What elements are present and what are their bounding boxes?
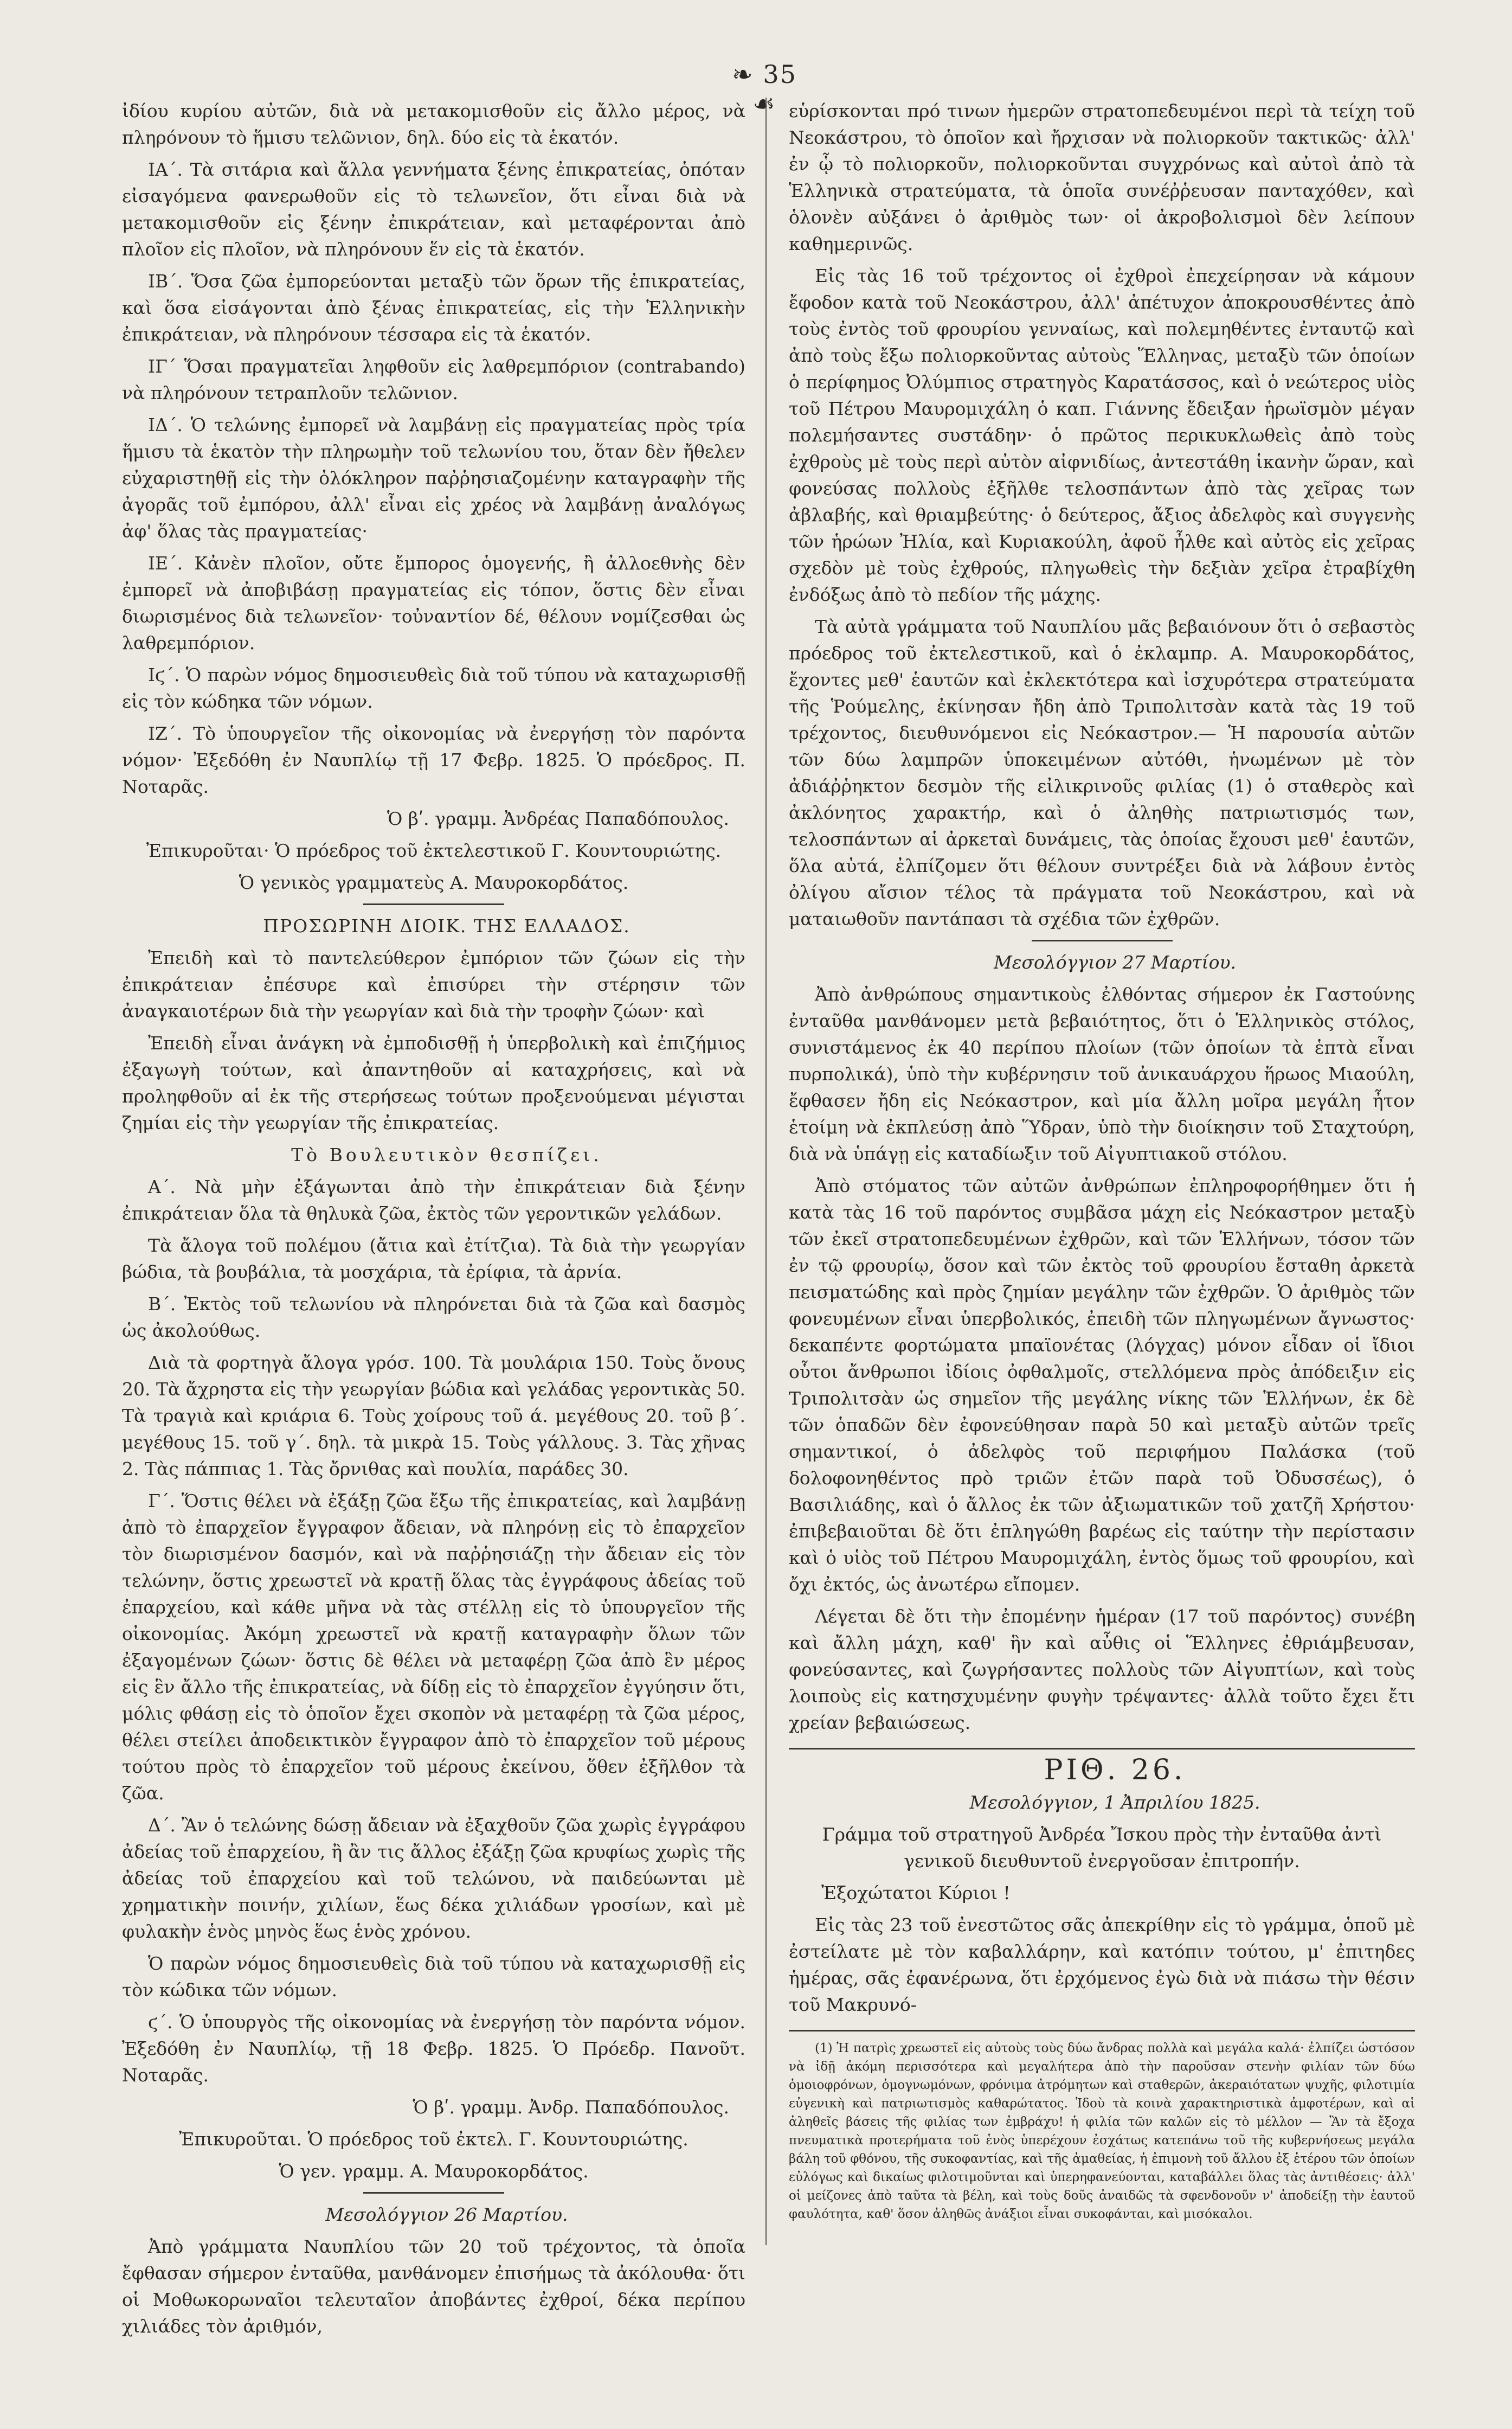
paragraph: ἰδίου κυρίου αὐτῶν, διὰ νὰ μετακομισθοῦν εἰς ἄλλο μέρος, νὰ πληρόνουν τὸ ἥμισυ τελῶνιον, δηλ. δύο εἰς τὰ ἑκατόν. <box>122 100 745 148</box>
right-block-2 <box>789 981 1415 1736</box>
right-column <box>789 98 1415 2229</box>
page-number: ❧ 35 ☙ <box>732 60 797 118</box>
paragraph: ϛ΄. Ὁ ὑπουργὸς τῆς οἰκονομίας νὰ ἐνεργήσῃ τὸν παρόντα νόμον. Ἐξεδόθη ἐν Ναυπλίῳ, τῇ 18 Φεβρ. 1825. Ὁ Πρόεδρ. Πανοῦτ. Νοταρᾶς. <box>122 2011 745 2086</box>
paragraph: Ἀπὸ γράμματα Ναυπλίου τῶν 20 τοῦ τρέχοντος, τὰ ὁποῖα ἔφθασαν σήμερον ἐνταῦθα, μανθάνομεν ἐπισήμως τὰ ἀκόλουθα· ὅτι οἱ Μοθωκορωναῖοι τελευταῖον ἀποβάντες ἐχθροί, δέκα περίπου χιλιάδες τὸν ἀριθμόν, <box>122 2236 745 2337</box>
divider-rule <box>363 903 504 905</box>
paragraph: Εἰς τὰς 23 τοῦ ἐνεστῶτος σᾶς ἀπεκρίθην εἰς τὸ γράμμα, ὁποῦ μὲ ἐστείλατε μὲ τὸν καβαλλάρην, καὶ κατόπιν τούτου, μ' ἐπιτηδες ἡμέρας, σᾶς ἐφανέρωνα, ὅτι ἐρχόμενος ἐγὼ διὰ νὰ πιάσω τὴν θέσιν τοῦ Μακρυνό- <box>789 1914 1415 2015</box>
paragraph: Ὁ γενικὸς γραμματεὺς Α. Μαυροκορδάτος. <box>239 872 629 893</box>
paragraph: Γ΄. Ὅστις θέλει νὰ ἐξάξῃ ζῶα ἔξω τῆς ἐπικρατείας, καὶ λαμβάνῃ ἀπὸ τὸ ἐπαρχεῖον ἔγγραφον ἄδειαν, νὰ πληρόνῃ εἰς τὸ ἐπαρχεῖον τὸν διωρισμένον δασμόν, καὶ νὰ παῤῥησιάζῃ τὴν ἄδειαν εἰς τὸν τελώνην, ὅστις χρεωστεῖ νὰ κρατῇ ὅλας τὰς ἐγγράφους ἀδείας τοῦ ἐπαρχείου, καὶ κάθε μῆνα νὰ τὰς στέλλῃ εἰς τὸ ὑπουργεῖον τῆς οἰκονομίας. Ἀκόμη χρεωστεῖ νὰ κρατῇ καταγραφὴν ὅλων τῶν ἐξαγομένων ζώων· ὅστις δὲ θέλει νὰ μεταφέρῃ ζῶα ἀπὸ ἓν μέρος εἰς ἓν ἄλλο τῆς ἐπικρατείας, νὰ δίδῃ εἰς τὸ ἐπαρχεῖον ἐγγύησιν ὅτι, μόλις φθάσῃ εἰς τὸ ὁποῖον ἔχει σκοπὸν νὰ μεταφέρῃ τὰ ζῶα μέρος, θέλει στείλει ἀποδεικτικὸν ἔγγραφον ἀπὸ τὸ ἐπαρχεῖον τοῦ μέρους τούτου πρὸς τὸ ἐπαρχεῖον τοῦ μέρους ἐκείνου, ὅθεν ἐξῆλθον τὰ ζῶα. <box>122 1490 745 1804</box>
left-block-4 <box>122 2233 745 2340</box>
paragraph: Α΄. Νὰ μὴν ἐξάγωνται ἀπὸ τὴν ἐπικράτειαν διὰ ξένην ἐπικράτειαν ὅλα τὰ θηλυκὰ ζῶα, ἐκτὸς τῶν γεροντικῶν γελάδων. <box>122 1176 745 1224</box>
dateline-2: Μεσολόγγιον, 1 Ἀπριλίου 1825. <box>969 1792 1260 1813</box>
paragraph: Εἰς τὰς 16 τοῦ τρέχοντος οἱ ἐχθροὶ ἐπεχείρησαν νὰ κάμουν ἔφοδον κατὰ τοῦ Νεοκάστρου, ἀλλ' ἀπέτυχον ἀποκρουσθέντες ἀπὸ τοὺς ἐντὸς τοῦ φρουρίου γενναίως, καὶ πολεμηθέντες ἐνταυτῷ καὶ ἀπὸ τοὺς ἔξω πολιορκοῦντας αὐτοὺς Ἕλληνας, μεταξὺ τῶν ὁποίων ὁ περίφημος Ὀλύμπιος στρατηγὸς Καρατάσσος, καὶ ὁ νεώτερος υἱὸς τοῦ Πέτρου Μαυρομιχάλη ὁ καπ. Γιάννης ἔδειξαν ἡρωϊσμὸν μέγαν πολεμήσαντες συστάδην· ὁ πρῶτος περικυκλωθεὶς ἀπὸ τοὺς ἐχθροὺς μὲ τοὺς περὶ αὐτὸν αἰφνιδίως, ἀντεστάθη ἱκανὴν ὥραν, καὶ φονεύσας πολλοὺς ἐξῆλθε τελοσπάντων ἀπὸ τὰς χεῖρας των ἀβλαβής, καὶ θριαμβεύτης· ὁ δεύτερος, ἄξιος ἀδελφὸς καὶ συγγενὴς τῶν ἡρώων Ἠλία, καὶ Κυριακούλη, ἀφοῦ ἦλθε καὶ αὐτὸς εἰς χεῖρας σχεδὸν μὲ τοὺς ἐχθρούς, πληγωθεὶς τὴν δεξιὰν χεῖρα ἐτραβίχθη ἐνδόξως ἀπὸ τὸ πεδίον τῆς μάχης. <box>789 265 1415 605</box>
paragraph: εὑρίσκονται πρό τινων ἡμερῶν στρατοπεδευμένοι περὶ τὰ τείχη τοῦ Νεοκάστρου, τὸ ὁποῖον καὶ ἤρχισαν νὰ πολιορκοῦν τακτικῶς· ἀλλ' ἐν ᾧ τὸ πολιορκοῦν, πολιορκοῦνται συγχρόνως καὶ αὐτοὶ ἀπὸ τὰ Ἑλληνικὰ στρατεύματα, τὰ ὁποῖα συνέῤῥευσαν πανταχόθεν, καὶ ὁλονὲν αὐξάνει ὁ ἀριθμὸς των· οἱ ἀκροβολισμοὶ δὲν λείπουν καθημερινῶς. <box>789 100 1415 254</box>
paragraph: ΙΑ΄. Τὰ σιτάρια καὶ ἄλλα γεννήματα ξένης ἐπικρατείας, ὁπόταν εἰσαγόμενα φανερωθοῦν εἰς τὸ τελωνεῖον, ὅτι εἶναι διὰ νὰ μετακομισθοῦν εἰς ξένην ἐπικράτειαν, καὶ μεταφέρονται ἀπὸ πλοῖον εἰς πλοῖον, νὰ πληρόνουν ἕν εἰς τὰ ἑκατόν. <box>122 159 745 260</box>
salutation: Ἐξοχώτατοι Κύριοι ! <box>821 1882 1011 1904</box>
paragraph: Ἐπειδὴ καὶ τὸ παντελεύθερον ἐμπόριον τῶν ζώων εἰς τὴν ἐπικράτειαν ἐπέσυρε καὶ ἐπισύρει τὴν στέρησιν τῶν ἀναγκαιοτέρων διὰ τὴν γεωργίαν καὶ διὰ τὴν τροφὴν ζώων· καὶ <box>122 947 745 1022</box>
paragraph: ΙΔ΄. Ὁ τελώνης ἐμπορεῖ νὰ λαμβάνῃ εἰς πραγματείας πρὸς τρία ἥμισυ τὰ ἑκατὸν τὴν πληρωμὴν τοῦ τελωνίου του, ὅταν δὲν ἤθελεν εὐχαριστηθῇ εἰς τὴν ὁλόκληρον παῤῥησιαζομένην καταγραφὴν τῆς ἀγορᾶς τοῦ ἐμπόρου, ἀλλ' εἶναι εἰς χρέος νὰ λαμβάνῃ ἀναλόγως ἀφ' ὅλας τὰς πραγματείας· <box>122 414 745 542</box>
folio-number: 35 <box>763 60 797 89</box>
divider-rule <box>789 1748 1415 1749</box>
paragraph: Ἐπειδὴ εἶναι ἀνάγκη νὰ ἐμποδισθῇ ἡ ὑπερβολικὴ καὶ ἐπιζήμιος ἐξαγωγὴ τούτων, καὶ ἀπαντηθοῦν αἱ καταχρήσεις, καὶ νὰ προληφθοῦν αἱ ἐκ τῆς στερήσεως τούτων προξενούμεναι μέγισται ζημίαι εἰς τὴν γεωργίαν τῆς ἐπικρατείας. <box>122 1033 745 1133</box>
decree-line: Τὸ Βουλευτικὸν θεσπίζει. <box>291 1144 602 1165</box>
section-heading: ΠΡΟΣΩΡΙΝΗ ΔΙΟΙΚ. ΤΗΣ ΕΛΛΑΔΟΣ. <box>263 915 630 937</box>
paragraph: Ιϛ΄. Ὁ παρὼν νόμος δημοσιευθεὶς διὰ τοῦ τύπου νὰ καταχωρισθῇ εἰς τὸν κώδηκα τῶν νόμων. <box>122 664 745 712</box>
paragraph: Ἐπικυροῦται. Ὁ πρόεδρος τοῦ ἐκτελ. Γ. Κουντουριώτης. <box>179 2129 689 2150</box>
footnote: (1) Ἡ πατρὶς χρεωστεῖ εἰς αὐτοὺς τοὺς δύω ἄνδρας πολλὰ καὶ μεγάλα καλά· ἐλπίζει ὡστόσον νὰ ἰδῇ ἀκόμη περισσότερα καὶ μεγαλήτερα ἀπὸ τὴν παροῦσαν στενὴν φιλίαν τῶν δύω ὁμοιοφρόνων, ὁμογνωμόνων, φρόνιμα ἀτρόμητων καὶ σταθερῶν, ἀκεραιότατων ψυχῆς, φιλοτιμία εὐγενικὴ καὶ πατριωτισμὸς καθαρώτατος. Ἰδοὺ τὰ κοινὰ χαρακτηριστικὰ ἀμφοτέρων, καὶ αἱ ἀληθεῖς βάσεις τῆς φιλίας των ἐμβράχυ! ἡ φιλία τῶν καλῶν εἰς τὸ μέλλον — Ἂν τὰ ἔξοχα πνευματικὰ προτερήματα τοῦ ἑνὸς ὑπερέχουν ἐσχάτως κατεπάνω τοῦ τῆς κυβερνήσεως μεγάλα βάλη τοῦ φθόνου, τῆς συκοφαντίας, καὶ τῆς ἀμαθείας, ἡ ἐπιμονὴ τοῦ ἄλλου ἐξ ἑτέρου τῶν ὁποίων εὐλόγως καὶ δικαίως φιλοτιμοῦνται καὶ ὑπερηφανεύονται, καταβάλλει ὅλας τὰς ἀντιθέσεις· ἀλλ' οἱ μείζονες ἀπὸ ταῦτα τὰ βέλη, καὶ τοὺς δοῦς ἀναιδῶς τὰ σφενδονοῦν ν' ἀποδείξῃ τὴν ἑαυτοῦ φαυλότητα, καθ' ὅσον ἀληθῶς ἀνάξιοι εἶναι συκοφάνται, καὶ μισόκαλοι. <box>789 2041 1415 2221</box>
paragraph: Ἀπὸ στόματος τῶν αὐτῶν ἀνθρώπων ἐπληροφορήθημεν ὅτι ἡ κατὰ τὰς 16 τοῦ παρόντος συμβᾶσα μάχη εἰς Νεόκαστρον μεταξὺ τῶν ἐκεῖ στρατοπεδευμένων ἐχθρῶν, καὶ τῶν Ἑλλήνων, τόσον τῶν ἐν τῷ φρουρίῳ, ὅσον καὶ τῶν ἐκτὸς τοῦ φρουρίου ἔσταθη ἀρκετὰ πεισματώδης καὶ πρὸς ζημίαν μεγάλην τῶν ἐχθρῶν. Ὁ ἀριθμὸς τῶν φονευμένων εἶναι ὑπερβολικός, ἐπειδὴ τῶν πληγωμένων ἄγνωστος· δεκαπέντε φορτώματα μπαϊονέτας (λόγχας) μόνον εἶδαν οἱ ἴδιοι οὗτοι ἄνθρωποι ἰδίοις ὀφθαλμοῖς, στελλόμενα πρὸς ἀπόδειξιν εἰς Τριπολιτσὰν ὡς σημεῖον τῆς μεγάλης νίκης τῶν Ἑλλήνων, ἐκ δὲ τῶν ὁπαδῶν δὲν ἐφονεύθησαν παρὰ 50 καὶ μεταξὺ αὐτῶν τρεῖς σημαντικοί, ὁ ἀδελφὸς τοῦ περιφήμου Παλάσκα (τοῦ δολοφονηθέντος πρὸ τριῶν ἐτῶν παρὰ τοῦ Ὀδυσσέως), ὁ Βασιλιάδης, καὶ ὁ ἄλλος ἐκ τῶν ἀξιωματικῶν τοῦ χατζῆ Χρήστου· ἐπιβεβαιοῦται δὲ ὅτι ἐπληγώθη βαρέως εἰς ταύτην τὴν περίστασιν καὶ ὁ υἱὸς τοῦ Πέτρου Μαυρομιχάλη, ἐντὸς ὅμως τοῦ φρουρίου, καὶ ὄχι ἐκτός, ὡς ἀνωτέρω εἴπομεν. <box>789 1175 1415 1595</box>
paragraph: Τὰ ἄλογα τοῦ πολέμου (ἄτια καὶ ἐτίτζια). Τὰ διὰ τὴν γεωργίαν βώδια, τὰ βουβάλια, τὰ μοσχάρια, τὰ ἐρίφια, τὰ ἀρνία. <box>122 1235 745 1283</box>
paragraph: Ὁ γεν. γραμμ. Α. Μαυροκορδάτος. <box>279 2161 589 2182</box>
paragraph: Β΄. Ἐκτὸς τοῦ τελωνίου νὰ πληρόνεται διὰ τὰ ζῶα καὶ δασμὸς ὡς ἀκολούθως. <box>122 1293 745 1341</box>
paragraph: Ἐπικυροῦται· Ὁ πρόεδρος τοῦ ἐκτελεστικοῦ Γ. Κουντουριώτης. <box>146 840 722 861</box>
divider-rule <box>1032 940 1173 941</box>
letter-title: Γράμμα τοῦ στρατηγοῦ Ἀνδρέα Ἴσκου πρὸς τὴν ἐνταῦθα ἀντὶ γενικοῦ διευθυντοῦ ἐνεργοῦσαν ἐπιτροπήν. <box>822 1824 1382 1872</box>
column-divider <box>765 98 767 2245</box>
number-heading: ΡΙΘ. 26. <box>1044 1754 1186 1786</box>
paragraph: Ὁ παρὼν νόμος δημοσιευθεὶς διὰ τοῦ τύπου νὰ καταχωρισθῇ εἰς τὸν κώδικα τῶν νόμων. <box>122 1953 745 2001</box>
left-block-1 <box>122 98 745 896</box>
footnote-rule <box>789 2030 1415 2031</box>
right-block-3 <box>789 1912 1415 2018</box>
paragraph: ΙΖ΄. Τὸ ὑπουργεῖον τῆς οἰκονομίας νὰ ἐνεργήσῃ τὸν παρόντα νόμον· Ἐξεδόθη ἐν Ναυπλίῳ τῇ 17 Φεβρ. 1825. Ὁ πρόεδρος. Π. Νοταρᾶς. <box>122 723 745 797</box>
paragraph: Διὰ τὰ φορτηγὰ ἄλογα γρόσ. 100. Τὰ μουλάρια 150. Τοὺς ὄνους 20. Τὰ ἄχρηστα εἰς τὴν γεωργίαν βώδια καὶ γελάδας γεροντικὰς 50. Τὰ τραγιὰ καὶ κριάρια 6. Τοὺς χοίρους τοῦ ά. μεγέθους 20. τοῦ β΄. μεγέθους 15. τοῦ γ΄. δηλ. τὰ μικρὰ 15. Τοὺς γάλλους. 3. Τὰς χῆνας 2. Τὰς πάππιας 1. Τὰς ὄρνιθας καὶ πουλία, παράδες 30. <box>122 1352 745 1479</box>
paragraph: ΙΕ΄. Κἀνὲν πλοῖον, οὔτε ἔμπορος ὁμογενής, ἢ ἀλλοεθνὴς δὲν ἐμπορεῖ νὰ ἀποβιβάσῃ πραγματείας εἰς τόπον, ὅστις δὲν εἶναι διωρισμένος διὰ τελωνεῖον· τοὐναντίον δέ, θέλουν νομίζεσθαι ὡς λαθρεμπόριον. <box>122 553 745 653</box>
left-block-2 <box>122 945 745 1136</box>
dateline: Μεσολόγγιον 26 Μαρτίου. <box>325 2204 568 2225</box>
left-block-3 <box>122 1174 745 2184</box>
paragraph: Λέγεται δὲ ὅτι τὴν ἐπομένην ἡμέραν (17 τοῦ παρόντος) συνέβη καὶ ἄλλη μάχη, καθ' ἣν καὶ αὖθις οἱ Ἕλληνες ἐθριάμβευσαν, φονεύσαντες, καὶ ζωγρήσαντες πολλοὺς τῶν Αἰγυπτίων, καὶ τοὺς λοιποὺς εἰς κατησχυμένην φυγὴν τρέψαντες· ἀλλὰ τοῦτο ἔχει ἔτι χρείαν βεβαιώσεως. <box>789 1606 1415 1733</box>
paragraph: ΙΒ΄. Ὅσα ζῶα ἐμπορεύονται μεταξὺ τῶν ὅρων τῆς ἐπικρατείας, καὶ ὅσα εἰσάγονται ἀπὸ ξένας ἐπικρατείας, εἰς τὴν Ἑλληνικὴν ἐπικράτειαν, νὰ πληρόνουν τέσσαρα εἰς τὰ ἑκατόν. <box>122 271 745 345</box>
paragraph: Ὁ βʹ. γραμμ. Ἀνδρέας Παπαδόπουλος. <box>387 808 729 829</box>
paragraph: Δ΄. Ἂν ὁ τελώνης δώσῃ ἄδειαν νὰ ἐξαχθοῦν ζῶα χωρὶς ἐγγράφου ἀδείας τοῦ ἐπαρχείου, ἢ ἂν τις ἄλλος ἐξάξῃ ζῶα κρυφίως χωρὶς τῆς ἀδείας τοῦ ἐπαρχείου καὶ τοῦ τελώνου, νὰ παιδεύωνται μὲ χρηματικὴν ποινήν, χιλίων, ἕως δέκα χιλιάδων γροσίων, καὶ μὲ φυλακὴν ἑνὸς μηνὸς ἕως ἑνὸς χρόνου. <box>122 1815 745 1942</box>
paragraph: Τὰ αὐτὰ γράμματα τοῦ Ναυπλίου μᾶς βεβαιόνουν ὅτι ὁ σεβαστὸς πρόεδρος τοῦ ἐκτελεστικοῦ, καὶ ὁ ἐκλαμπρ. Α. Μαυροκορδάτος, ἔχοντες μεθ' ἑαυτῶν καὶ ἐκλεκτότερα καὶ ἰσχυρότερα στρατεύματα τῆς Ῥούμελης, ἐκίνησαν ἤδη ἀπὸ Τριπολιτσὰν κατὰ τὰς 19 τοῦ τρέχοντος, διευθυνόμενοι εἰς Νεόκαστρον.— Ἡ παρουσία αὐτῶν τῶν δύω λαμπρῶν ὑποκειμένων αὐτόθι, ἡνωμένων μὲ τὸν ἀδιάῤῥηκτον δεσμὸν τῆς εἰλικρινοῦς φιλίας (1) ὁ σταθερὸς καὶ ἀκλόνητος χαρακτήρ, καὶ ὁ ἀληθὴς πατριωτισμός των, τελοσπάντων αἱ ἀρκεταὶ δυνάμεις, τὰς ὁποίας ἔχουσι μεθ' ἑαυτῶν, ὅλα αὐτά, ἐλπίζομεν ὅτι θέλουν συντρέξει διὰ νὰ λάβουν ἐντὸς ὀλίγου αἴσιον τέλος τὰ πράγματα τοῦ Νεοκάστρου, καὶ νὰ ματαιωθοῦν παντάπασι τὰ σχέδια τῶν ἐχθρῶν. <box>789 616 1415 930</box>
right-block-1 <box>789 98 1415 932</box>
paragraph: Ὁ βʹ. γραμμ. Ἀνδρ. Παπαδόπουλος. <box>413 2097 729 2118</box>
divider-rule <box>363 2192 504 2194</box>
paragraph: ΙΓ΄ Ὅσαι πραγματεῖαι ληφθοῦν εἰς λαθρεμπόριον (contrabando) νὰ πληρόνουν τετραπλοῦν τελῶνιον. <box>122 356 745 403</box>
paragraph: Ἀπὸ ἀνθρώπους σημαντικοὺς ἐλθόντας σήμερον ἐκ Γαστούνης ἐνταῦθα μανθάνομεν μετὰ βεβαιότητος, ὅτι ὁ Ἑλληνικὸς στόλος, συνιστάμενος ἐκ 40 περίπου πλοίων (τῶν ὁποίων τὰ ἑπτὰ εἶναι πυρπολικά), ὑπὸ τὴν κυβέρνησιν τοῦ ἀνικαυάρχου ἥρωος Μιαούλη, ἔφθασεν ἤδη εἰς Νεόκαστρον, καὶ μία ἄλλη μοῖρα μεγάλη ἦτον ἑτοίμη νὰ ἐκπλεύσῃ ἀπὸ Ὕδραν, ὑπὸ τὴν διοίκησιν τοῦ Σταχτούρη, διὰ νὰ ὑπάγῃ εἰς καταδίωξιν τοῦ Αἰγυπτιακοῦ στόλου. <box>789 984 1415 1164</box>
left-column <box>122 98 745 2345</box>
dateline: Μεσολόγγιον 27 Μαρτίου. <box>993 952 1237 973</box>
